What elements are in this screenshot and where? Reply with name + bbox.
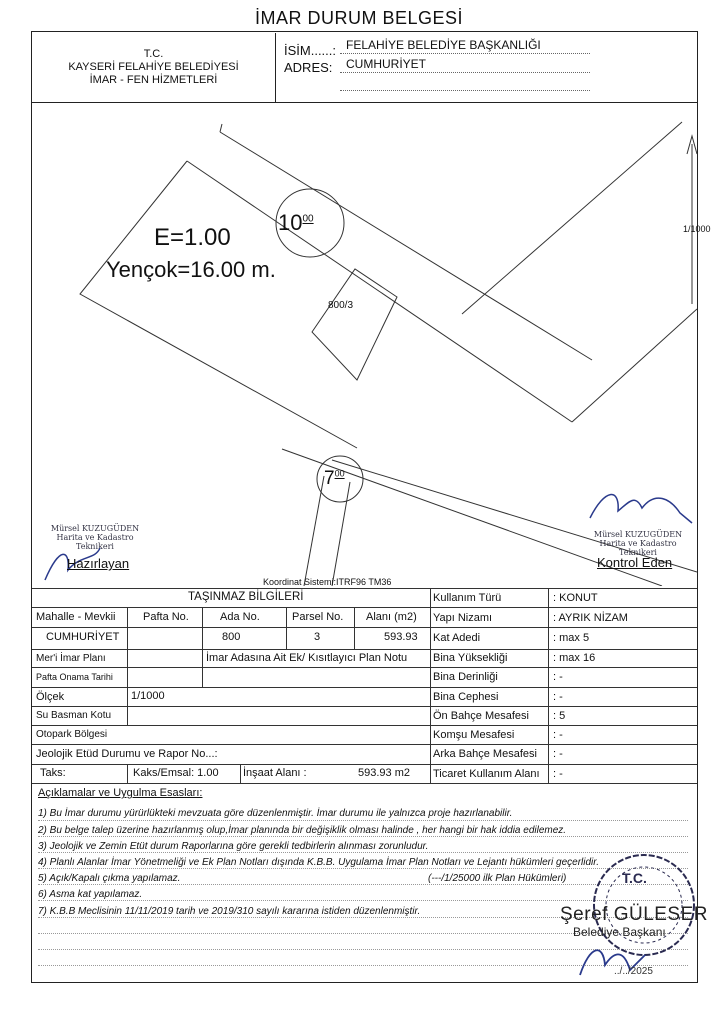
road-right-3 xyxy=(220,124,222,132)
usage-value-komsu: : - xyxy=(553,729,563,741)
usage-value-kat: : max 5 xyxy=(553,632,590,644)
table-line-1 xyxy=(32,607,430,608)
road-right-2 xyxy=(572,309,697,422)
usage-label-arka-bahce: Arka Bahçe Mesafesi xyxy=(433,748,537,760)
road-edge-upper xyxy=(220,132,592,360)
col-div-3 xyxy=(286,607,287,649)
signer-name: Şeref GÜLESER xyxy=(560,904,708,925)
prepared-by-stamp-name: Mürsel KUZUGÜDEN xyxy=(50,524,140,533)
col-header-ada: Ada No. xyxy=(220,611,260,623)
coordinate-system: Koordinat Sistemi:ITRF96 TM36 xyxy=(263,577,392,587)
issuer-line-2: KAYSERİ FELAHİYE BELEDİYESİ xyxy=(68,61,239,73)
col-header-alan: Alanı (m2) xyxy=(366,611,417,623)
checked-by-stamp-title1: Harita ve Kadastro xyxy=(599,539,677,548)
usage-label-komsu: Komşu Mesafesi xyxy=(433,729,515,741)
su-basman-label: Su Basman Kotu xyxy=(36,710,112,721)
seal-top-text: T.C. xyxy=(622,870,647,886)
name-underline xyxy=(340,53,590,54)
signer-title: Belediye Başkanı xyxy=(573,925,666,939)
col-header-mahalle: Mahalle - Mevkii xyxy=(36,611,116,623)
col-div-kaks xyxy=(240,764,241,783)
usage-value-ticaret: : - xyxy=(553,768,563,780)
checked-by-stamp-name: Mürsel KUZUGÜDEN xyxy=(593,530,683,539)
e-value: E=1.00 xyxy=(154,224,231,251)
note-6: 6) Asma kat yapılamaz. xyxy=(38,889,143,900)
usage-value-cephe: : - xyxy=(553,691,563,703)
scale-label: 1/1000 xyxy=(683,224,711,234)
issuer-line-3: İMAR - FEN HİZMETLERİ xyxy=(89,74,218,86)
usage-value-derinlik: : - xyxy=(553,671,563,683)
cell-mahalle: CUMHURİYET xyxy=(46,631,120,643)
taks-label: Taks: xyxy=(40,767,66,779)
pafta-onama-label: Pafta Onama Tarihi xyxy=(36,672,113,682)
road-vertical-right xyxy=(332,482,350,586)
col-div-1 xyxy=(127,607,128,725)
note-5-suffix: (---/1/25000 ilk Plan Hükümleri) xyxy=(428,873,567,884)
table-line-9 xyxy=(32,764,697,765)
address-label: ADRES: xyxy=(284,60,333,75)
note-7: 7) K.B.B Meclisinin 11/11/2019 tarih ve 2019/310 sayılı kararına istiden düzenlenmiştir. xyxy=(38,906,421,917)
note-2: 2) Bu belge talep üzerine hazırlanmış olup,İmar planında bir değişiklik olması halinde , her hangi bir hak iddia edilemez. xyxy=(38,825,567,836)
approval-date: ../../2025 xyxy=(614,966,653,977)
table-line-2 xyxy=(32,627,430,628)
address-value: CUMHURİYET xyxy=(346,57,426,71)
insaat-value: 593.93 m2 xyxy=(358,767,410,779)
block-left xyxy=(80,161,357,448)
note-rule-2 xyxy=(38,836,688,837)
table-top-border xyxy=(32,588,697,589)
cell-alan: 593.93 xyxy=(384,631,418,643)
col-div-taks xyxy=(127,764,128,783)
issuer-block xyxy=(32,33,276,103)
note-4: 4) Planlı Alanlar İmar Yönetmeliği ve Ek Plan Notları dışında K.B.B. Uygulama İmar Plan Notları ve Lejantı hükümleri geçerlidir. xyxy=(38,857,599,868)
road-edge-lower xyxy=(187,161,572,422)
prepared-by-stamp-title1: Harita ve Kadastro xyxy=(56,533,134,542)
table-line-10 xyxy=(32,783,697,784)
table-line-4 xyxy=(32,667,697,668)
note-rule-1 xyxy=(38,820,688,821)
olcek-value: 1/1000 xyxy=(131,690,165,702)
parcel-800-3 xyxy=(312,269,397,380)
road-width-top-sup: 00 xyxy=(302,213,314,225)
usage-label-kullanim: Kullanım Türü xyxy=(433,592,502,604)
prepared-by-stamp-title2: Teknikeri xyxy=(76,542,114,551)
col-header-pafta: Pafta No. xyxy=(143,611,189,623)
road-width-bottom xyxy=(324,468,345,490)
usage-divider xyxy=(548,588,549,783)
table-line-5 xyxy=(32,687,697,688)
road-width-top xyxy=(278,210,314,236)
usage-label-derinlik: Bina Derinliği xyxy=(433,671,498,683)
issuer-line-1: T.C. xyxy=(143,48,164,60)
name-value: FELAHİYE BELEDİYE BAŞKANLIĞI xyxy=(346,38,541,52)
cell-ada: 800 xyxy=(222,631,241,643)
table-line-7 xyxy=(32,725,697,726)
otopark-label: Otopark Bölgesi xyxy=(36,729,108,740)
usage-label-ticaret: Ticaret Kullanım Alanı xyxy=(433,768,540,780)
note-3: 3) Jeolojik ve Zemin Etüt durum Raporlarına göre gerekli tedbirlerin alınması zorunludur. xyxy=(38,841,429,852)
note-1: 1) Bu İmar durumu yürürlükteki mevzuata göre düzenlenmiştir. İmar durumu ile yalnızca proje hazırlanabilir. xyxy=(38,808,513,819)
table-line-3 xyxy=(32,649,697,650)
plan-note-title: İmar Adasına Ait Ek/ Kısıtlayıcı Plan Notu xyxy=(206,652,408,664)
road-width-bottom-sup: 00 xyxy=(334,468,345,479)
usage-value-nizam: : AYRIK NİZAM xyxy=(553,612,628,624)
usage-value-arka-bahce: : - xyxy=(553,748,563,760)
yencok-value: Yençok=16.00 m. xyxy=(106,257,276,282)
parcel-label: 800/3 xyxy=(328,300,354,311)
table-line-6 xyxy=(32,706,697,707)
usage-label-yukseklik: Bina Yüksekliği xyxy=(433,652,508,664)
usage-line-2 xyxy=(430,627,697,628)
imar-plani-label: Mer'i İmar Planı xyxy=(36,653,106,664)
name-label: İSİM......: xyxy=(284,43,337,58)
checked-by-stamp xyxy=(588,530,688,557)
property-section-title: TAŞINMAZ BİLGİLERİ xyxy=(188,591,304,603)
prepared-by-label: Hazırlayan xyxy=(67,556,130,571)
usage-label-nizam: Yapı Nizamı xyxy=(433,612,493,624)
usage-value-yukseklik: : max 16 xyxy=(553,652,596,664)
document-title: İMAR DURUM BELGESİ xyxy=(254,8,464,28)
address-underline xyxy=(340,72,590,73)
col-header-parsel: Parsel No. xyxy=(292,611,344,623)
col-div-4 xyxy=(354,607,355,649)
usage-label-kat: Kat Adedi xyxy=(433,632,481,644)
cell-parsel: 3 xyxy=(314,631,321,643)
usage-line-1 xyxy=(430,607,697,608)
checked-by-signature xyxy=(580,483,700,533)
checked-by-stamp-title2: Teknikeri xyxy=(619,548,657,557)
jeolojik-label: Jeolojik Etüd Durumu ve Rapor No...: xyxy=(36,748,218,760)
note-5: 5) Açık/Kapalı çıkma yapılamaz. xyxy=(38,873,181,884)
header-divider xyxy=(32,102,697,103)
checked-by-label: Kontrol Eden xyxy=(597,555,673,570)
table-line-8 xyxy=(32,744,697,745)
usage-value-kullanim: : KONUT xyxy=(553,592,598,604)
kaks-label: Kaks/Emsal: 1.00 xyxy=(133,767,219,779)
insaat-label: İnşaat Alanı : xyxy=(243,767,307,779)
road-width-bottom-value: 7 xyxy=(324,468,335,489)
usage-label-cephe: Bina Cephesi xyxy=(433,691,499,703)
road-right-1 xyxy=(462,122,682,314)
olcek-label: Ölçek xyxy=(36,691,65,703)
usage-label-on-bahce: Ön Bahçe Mesafesi xyxy=(433,710,529,722)
table-divider-main xyxy=(430,588,431,783)
notes-heading: Açıklamalar ve Uygulma Esasları: xyxy=(38,787,203,799)
road-width-top-value: 10 xyxy=(278,210,303,235)
col-div-2 xyxy=(202,607,203,687)
address-underline-2 xyxy=(340,90,590,91)
usage-value-on-bahce: : 5 xyxy=(553,710,566,722)
